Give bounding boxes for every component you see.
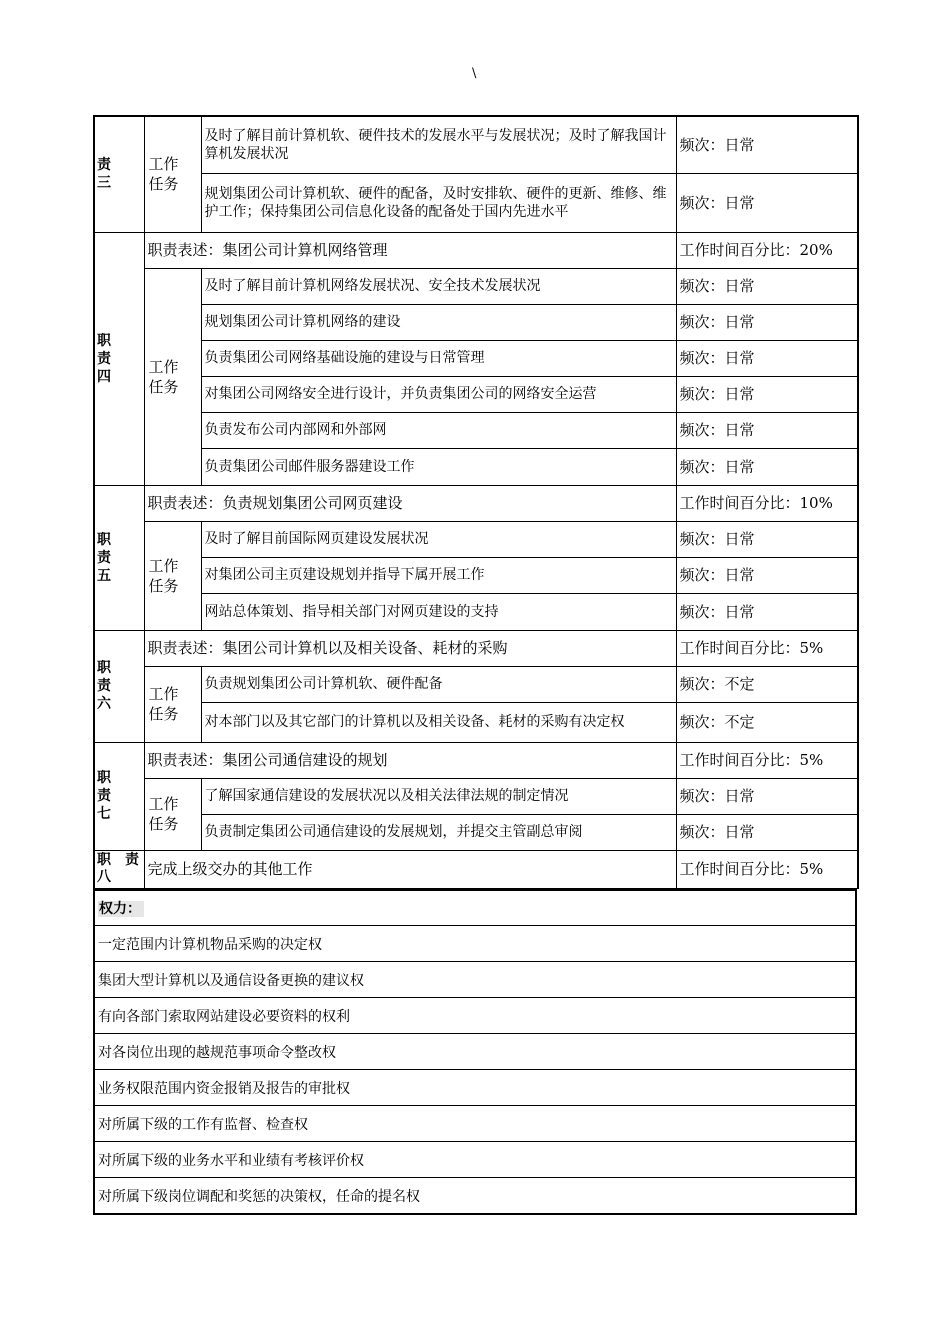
duty-4-task-2-freq: 频次：日常 (676, 304, 858, 340)
duty-8-percent: 工作时间百分比：5% (676, 850, 858, 888)
power-item: 对所属下级岗位调配和奖惩的决策权，任命的提名权 (94, 1178, 856, 1215)
duty-5-task-3-freq: 频次：日常 (676, 593, 858, 630)
duty-4-task-2: 规划集团公司计算机网络的建设 (201, 304, 676, 340)
duty-6-label: 职 责 六 (94, 630, 144, 742)
duty-5-label: 职 责 五 (94, 485, 144, 630)
power-item: 一定范围内计算机物品采购的决定权 (94, 926, 856, 962)
duty-4-task-6: 负责集团公司邮件服务器建设工作 (201, 448, 676, 485)
work-task-label: 工作 任务 (144, 116, 201, 232)
duty-6-percent: 工作时间百分比：5% (676, 630, 858, 666)
power-item: 有向各部门索取网站建设必要资料的权利 (94, 998, 856, 1034)
powers-table (93, 889, 857, 1215)
duty-5-task-1: 及时了解目前国际网页建设发展状况 (201, 521, 676, 557)
duty-5-task-2: 对集团公司主页建设规划并指导下属开展工作 (201, 557, 676, 593)
duty-4-task-1: 及时了解目前计算机网络发展状况、安全技术发展状况 (201, 268, 676, 304)
duty-3-task-1: 及时了解目前计算机软、硬件技术的发展水平与发展状况；及时了解我国计算机发展状况 (201, 116, 676, 173)
powers-header (94, 890, 856, 926)
duty-3-label: 责 三 (94, 116, 144, 232)
duty-3-task-2-freq: 频次：日常 (676, 173, 858, 232)
duty-4-task-3: 负责集团公司网络基础设施的建设与日常管理 (201, 340, 676, 376)
page-header-mark: \ (472, 66, 477, 81)
power-item: 对所属下级的业务水平和业绩有考核评价权 (94, 1142, 856, 1178)
duty-4-task-5: 负责发布公司内部网和外部网 (201, 412, 676, 448)
duty-5-percent: 工作时间百分比：10% (676, 485, 858, 521)
duty-6-task-2-freq: 频次：不定 (676, 702, 858, 742)
duty-7-task-2-freq: 频次：日常 (676, 814, 858, 850)
duty-3-task-1-freq: 频次：日常 (676, 116, 858, 173)
duty-7-task-1: 了解国家通信建设的发展状况以及相关法律法规的制定情况 (201, 778, 676, 814)
work-task-label: 工作 任务 (144, 521, 201, 630)
duty-4-task-5-freq: 频次：日常 (676, 412, 858, 448)
duty-5-description: 职责表述：负责规划集团公司网页建设 (144, 485, 676, 521)
duty-table (93, 115, 859, 889)
duty-6-task-1-freq: 频次：不定 (676, 666, 858, 702)
work-task-label: 工作 任务 (144, 268, 201, 485)
duty-5-task-1-freq: 频次：日常 (676, 521, 858, 557)
duty-7-task-2: 负责制定集团公司通信建设的发展规划，并提交主管副总审阅 (201, 814, 676, 850)
duty-4-task-6-freq: 频次：日常 (676, 448, 858, 485)
duty-7-percent: 工作时间百分比：5% (676, 742, 858, 778)
duty-5-task-3: 网站总体策划、指导相关部门对网页建设的支持 (201, 593, 676, 630)
work-task-label: 工作 任务 (144, 778, 201, 850)
power-item: 集团大型计算机以及通信设备更换的建议权 (94, 962, 856, 998)
duty-4-task-4-freq: 频次：日常 (676, 376, 858, 412)
duty-8-label: 职 责 八 (94, 850, 144, 888)
duty-6-task-1: 负责规划集团公司计算机软、硬件配备 (201, 666, 676, 702)
duty-3-task-2: 规划集团公司计算机软、硬件的配备，及时安排软、硬件的更新、维修、维护工作；保持集团公司信息化设备的配备处于国内先进水平 (201, 173, 676, 232)
duty-6-task-2: 对本部门以及其它部门的计算机以及相关设备、耗材的采购有决定权 (201, 702, 676, 742)
power-item: 业务权限范围内资金报销及报告的审批权 (94, 1070, 856, 1106)
duty-4-label: 职 责 四 (94, 232, 144, 485)
duty-7-description: 职责表述：集团公司通信建设的规划 (144, 742, 676, 778)
duty-4-task-4: 对集团公司网络安全进行设计，并负责集团公司的网络安全运营 (201, 376, 676, 412)
duty-4-description: 职责表述：集团公司计算机网络管理 (144, 232, 676, 268)
powers-title: 权力： (98, 901, 144, 917)
duty-4-task-3-freq: 频次：日常 (676, 340, 858, 376)
duty-5-task-2-freq: 频次：日常 (676, 557, 858, 593)
duty-6-description: 职责表述：集团公司计算机以及相关设备、耗材的采购 (144, 630, 676, 666)
duty-7-label: 职 责 七 (94, 742, 144, 850)
duty-4-task-1-freq: 频次：日常 (676, 268, 858, 304)
power-item: 对所属下级的工作有监督、检查权 (94, 1106, 856, 1142)
duty-4-percent: 工作时间百分比：20% (676, 232, 858, 268)
duty-8-description: 完成上级交办的其他工作 (144, 850, 676, 888)
work-task-label: 工作 任务 (144, 666, 201, 742)
power-item: 对各岗位出现的越规范事项命令整改权 (94, 1034, 856, 1070)
duty-7-task-1-freq: 频次：日常 (676, 778, 858, 814)
